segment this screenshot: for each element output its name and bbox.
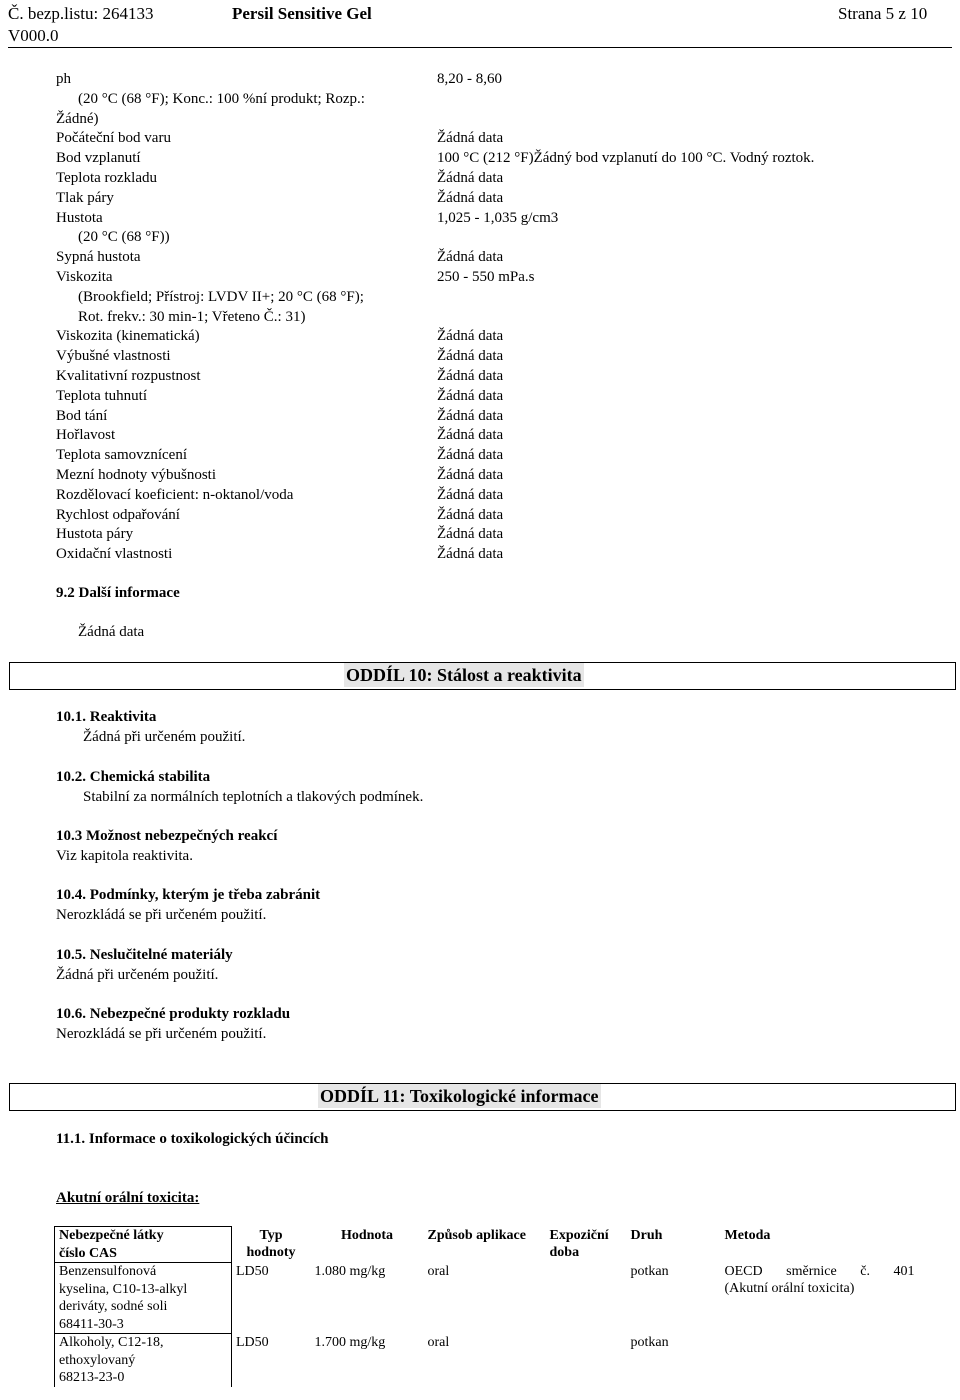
conditions-to-avoid-text: Nerozkládá se při určeném použití. — [56, 907, 267, 923]
row1-species: potkan — [630, 1263, 669, 1279]
property-value: 1,025 - 1,035 g/cm3 — [437, 209, 559, 226]
row2-cas-number: 68213-23-0 — [59, 1370, 125, 1385]
row2-species: potkan — [630, 1334, 669, 1350]
property-label: Žádné) — [56, 110, 99, 127]
property-value: 100 °C (212 °F)Žádný bod vzplanutí do 100 °C. Vodný roztok. — [437, 150, 815, 167]
conditions-to-avoid-title: 10.4. Podmínky, kterým je třeba zabránit — [56, 887, 321, 903]
incompatible-materials-text: Žádná při určeném použití. — [56, 967, 219, 983]
stability-text: Stabilní za normálních teplotních a tlakových podmínek. — [83, 789, 424, 805]
header-exposure — [546, 1227, 627, 1263]
row2-substance-line2: ethoxylovaný — [59, 1352, 136, 1368]
property-label: Tlak páry — [56, 189, 114, 206]
sheet-number: Č. bezp.listu: 264133 — [8, 4, 154, 23]
row2-substance-line1: Alkoholy, C12-18, — [59, 1335, 164, 1350]
version: V000.0 — [8, 26, 59, 45]
property-value: Žádná data — [437, 169, 504, 186]
header-route: Způsob aplikace — [427, 1227, 526, 1243]
property-label: Sypná hustota — [56, 249, 141, 266]
row1-substance-line1: Benzensulfonová — [59, 1264, 157, 1279]
product-name: Persil Sensitive Gel — [232, 4, 372, 23]
property-value: Žádná data — [437, 486, 504, 503]
property-label: Počáteční bod varu — [56, 130, 171, 147]
property-value: Žádná data — [437, 348, 504, 365]
property-value: Žádná data — [437, 387, 504, 404]
header-value: Hodnota — [340, 1227, 394, 1243]
header-type — [232, 1227, 311, 1263]
header-substance-line2: číslo CAS — [59, 1245, 117, 1261]
property-value — [437, 110, 937, 130]
section-9-2-title: 9.2 Další informace — [56, 585, 180, 601]
row2-substance — [55, 1334, 232, 1387]
row2-route: oral — [427, 1334, 450, 1350]
row1-route: oral — [427, 1263, 450, 1279]
property-value: Žádná data — [437, 447, 504, 464]
property-values — [437, 70, 937, 565]
property-label: Bod vzplanutí — [56, 150, 141, 167]
property-label: Hořlavost — [56, 427, 116, 444]
section-11-title: ODDÍL 11: Toxikologické informace — [320, 1086, 599, 1106]
decomposition-products-text: Nerozkládá se při určeném použití. — [56, 1026, 267, 1042]
property-label: Rychlost odpařování — [56, 506, 180, 523]
property-labels — [56, 70, 436, 565]
row1-substance-line2: kyselina, C10-13-alkyl — [59, 1281, 188, 1297]
property-label: ph — [56, 71, 71, 87]
row2-exposure — [546, 1334, 627, 1387]
property-value: Žádná data — [437, 328, 504, 345]
table-header-row — [55, 1227, 919, 1263]
property-value — [437, 288, 937, 308]
row1-value: 1.080 mg/kg — [314, 1263, 386, 1279]
property-label: Rot. frekv.: 30 min-1; Vřeteno Č.: 31) — [78, 308, 306, 325]
row2-type: LD50 — [236, 1334, 269, 1350]
property-label: Viskozita — [56, 268, 113, 285]
row1-cas-number: 68411-30-3 — [59, 1316, 124, 1332]
property-label: Rozdělovací koeficient: n-oktanol/voda — [56, 486, 294, 503]
incompatible-materials-title: 10.5. Neslučitelné materiály — [56, 947, 233, 963]
property-value: Žádná data — [437, 367, 504, 384]
property-value: 8,20 - 8,60 — [437, 71, 502, 87]
property-label: Bod tání — [56, 407, 108, 424]
property-value — [437, 308, 937, 328]
property-label: (20 °C (68 °F); Konc.: 100 %ní produkt; Rozp.: — [78, 90, 365, 107]
property-label: Teplota samovznícení — [56, 447, 187, 464]
reactivity-text: Žádná při určeném použití. — [83, 729, 246, 745]
property-value — [437, 228, 937, 248]
property-value: Žádná data — [437, 427, 504, 444]
row1-substance-line3: deriváty, sodné soli — [59, 1299, 168, 1314]
stability-title: 10.2. Chemická stabilita — [56, 769, 211, 785]
header-method: Metoda — [724, 1227, 771, 1243]
property-label: Teplota tuhnutí — [56, 387, 148, 404]
property-label: (Brookfield; Přístroj: LVDV II+; 20 °C (68 °F); — [78, 288, 364, 305]
property-value: Žádná data — [437, 526, 504, 543]
acute-toxicity-table — [54, 1226, 919, 1387]
header-type-line1: Typ — [259, 1227, 283, 1243]
property-value: Žádná data — [437, 130, 504, 147]
row1-substance — [55, 1263, 232, 1334]
property-value: Žádná data — [437, 249, 504, 266]
hazardous-reactions-title: 10.3 Možnost nebezpečných reakcí — [56, 828, 278, 844]
property-label: Hustota páry — [56, 526, 134, 543]
table-row — [55, 1263, 919, 1334]
header-substance — [55, 1227, 232, 1263]
row1-method-line1: OECD směrnice č. 401 — [724, 1263, 915, 1279]
property-value: Žádná data — [437, 466, 504, 483]
property-label: Oxidační vlastnosti — [56, 546, 173, 563]
property-value: Žádná data — [437, 546, 504, 563]
acute-oral-toxicity-title: Akutní orální toxicita: — [56, 1190, 200, 1206]
row2-value: 1.700 mg/kg — [314, 1334, 386, 1350]
property-label: Hustota — [56, 209, 103, 226]
header-species: Druh — [630, 1227, 663, 1243]
property-value: Žádná data — [437, 506, 504, 523]
property-label: (20 °C (68 °F)) — [78, 229, 170, 246]
table-row — [55, 1334, 919, 1387]
property-value: Žádná data — [437, 407, 504, 424]
decomposition-products-title: 10.6. Nebezpečné produkty rozkladu — [56, 1006, 291, 1022]
toxicological-effects-title: 11.1. Informace o toxikologických účincích — [56, 1131, 329, 1147]
reactivity-title: 10.1. Reaktivita — [56, 709, 157, 725]
row1-method — [721, 1263, 919, 1334]
property-label: Teplota rozkladu — [56, 169, 157, 186]
header-exposure-line2: doba — [549, 1245, 580, 1260]
row2-method — [721, 1334, 919, 1387]
header-substance-line1: Nebezpečné látky — [59, 1228, 164, 1243]
property-label: Kvalitativní rozpustnost — [56, 367, 201, 384]
property-label: Mezní hodnoty výbušnosti — [56, 466, 216, 483]
row1-method-line2: (Akutní orální toxicita) — [724, 1281, 855, 1296]
page-number: Strana 5 z 10 — [838, 4, 928, 23]
section-10-bar — [9, 662, 956, 690]
section-10-title: ODDÍL 10: Stálost a reaktivita — [346, 665, 582, 685]
property-value — [437, 90, 937, 110]
hazardous-reactions-text: Viz kapitola reaktivita. — [56, 848, 193, 864]
property-label: Viskozita (kinematická) — [56, 328, 200, 345]
section-9-2-text: Žádná data — [78, 624, 145, 640]
property-value: 250 - 550 mPa.s — [437, 268, 535, 285]
section-11-bar — [9, 1083, 956, 1111]
header-exposure-line1: Expoziční — [549, 1227, 609, 1243]
header-type-line2: hodnoty — [246, 1245, 296, 1260]
row1-exposure — [546, 1263, 627, 1334]
row1-type: LD50 — [236, 1263, 269, 1279]
property-label: Výbušné vlastnosti — [56, 348, 171, 365]
header-rule — [8, 47, 952, 48]
property-value: Žádná data — [437, 189, 504, 206]
